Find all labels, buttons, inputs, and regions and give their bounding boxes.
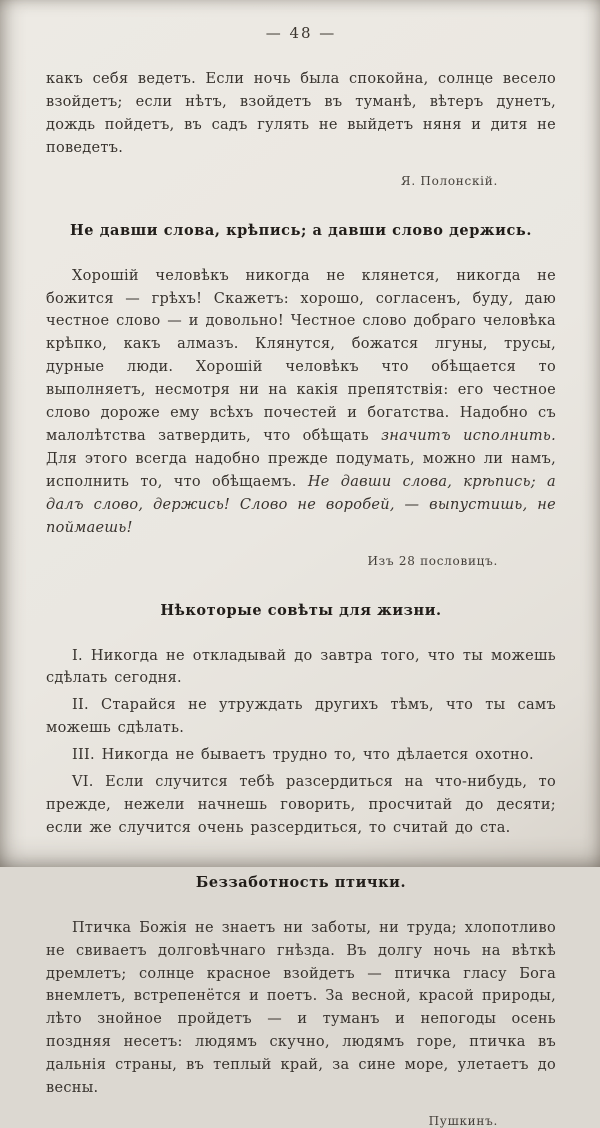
attribution-proverbs: Изъ 28 пословицъ. (367, 553, 498, 568)
text-run-italic: Не давши слова, крѣпись; а далъ слово, держись! Слово не воробей, — выпустишь, не поймаешь! (46, 473, 556, 536)
heading-advice: Нѣкоторые совѣты для жизни. (160, 601, 442, 619)
text-run-italic: значитъ исполнить. (381, 427, 556, 444)
advice-list (46, 645, 556, 840)
text-run-normal: Хорошій человѣкъ никогда не клянется, никогда не божится — грѣхъ! Скажетъ: хорошо, согласенъ, буду, даю честное слово — и довольно! Честное слово добраго человѣка крѣпко, какъ алмазъ. Клянутся, божатся лгуны, трусы, дурные люди. Хорошій человѣкъ что обѣщается то выполняетъ, несмотря ни на какія препятствія: его честное слово дороже ему всѣхъ почестей и богатства. Надобно съ малолѣтства затвердить, что обѣщать (46, 267, 556, 444)
attribution-pushkin: Пушкинъ. (428, 1114, 498, 1128)
text-run-normal: Для этого всегда надобно прежде подумать, можно ли намъ, исполнить то, что обѣщаемъ. (46, 450, 556, 490)
page-number: — 48 — (265, 24, 337, 42)
advice-item-2: II. Старайся не утруждать другихъ тѣмъ, что ты самъ можешь сдѣлать. (46, 697, 556, 737)
advice-item-4: VI. Если случится тебѣ разсердиться на что-нибудь, то прежде, нежели начнешь говорить, просчитай до десяти; если же случится очень разсердиться, то считай до ста. (46, 774, 556, 836)
heading-bird: Беззаботность птички. (195, 873, 407, 891)
bird-paragraph: Птичка Божія не знаетъ ни заботы, ни труда; хлопотливо не свиваетъ долговѣчнаго гнѣзда. Въ долгу ночь на вѣткѣ дремлетъ; солнце красное взойдетъ — птичка гласу Бога внемлетъ, встрепенётся и поетъ. За весной, красой природы, лѣто знойное пройдетъ — и туманъ и непогоды осень поздняя несетъ: людямъ скучно, людямъ горе, птичка въ дальнія страны, въ теплый край, за сине море, улетаетъ до весны. (46, 919, 556, 1097)
proverbs-paragraph (46, 265, 556, 540)
intro-paragraph: какъ себя ведетъ. Если ночь была спокойна, солнце весело взойдетъ; если нѣтъ, взойдетъ въ туманѣ, вѣтеръ дунетъ, дождь пойдетъ, въ садъ гулять не выйдетъ няня и дитя не поведетъ. (46, 71, 556, 156)
heading-proverbs: Не давши слова, крѣпись; а давши слово держись. (70, 221, 532, 239)
advice-item-1: I. Никогда не откладывай до завтра того, что ты можешь сдѣлать сегодня. (46, 647, 556, 687)
advice-item-3: III. Никогда не бываетъ трудно то, что дѣлается охотно. (72, 747, 534, 764)
attribution-polonsky: Я. Полонскій. (400, 173, 498, 188)
